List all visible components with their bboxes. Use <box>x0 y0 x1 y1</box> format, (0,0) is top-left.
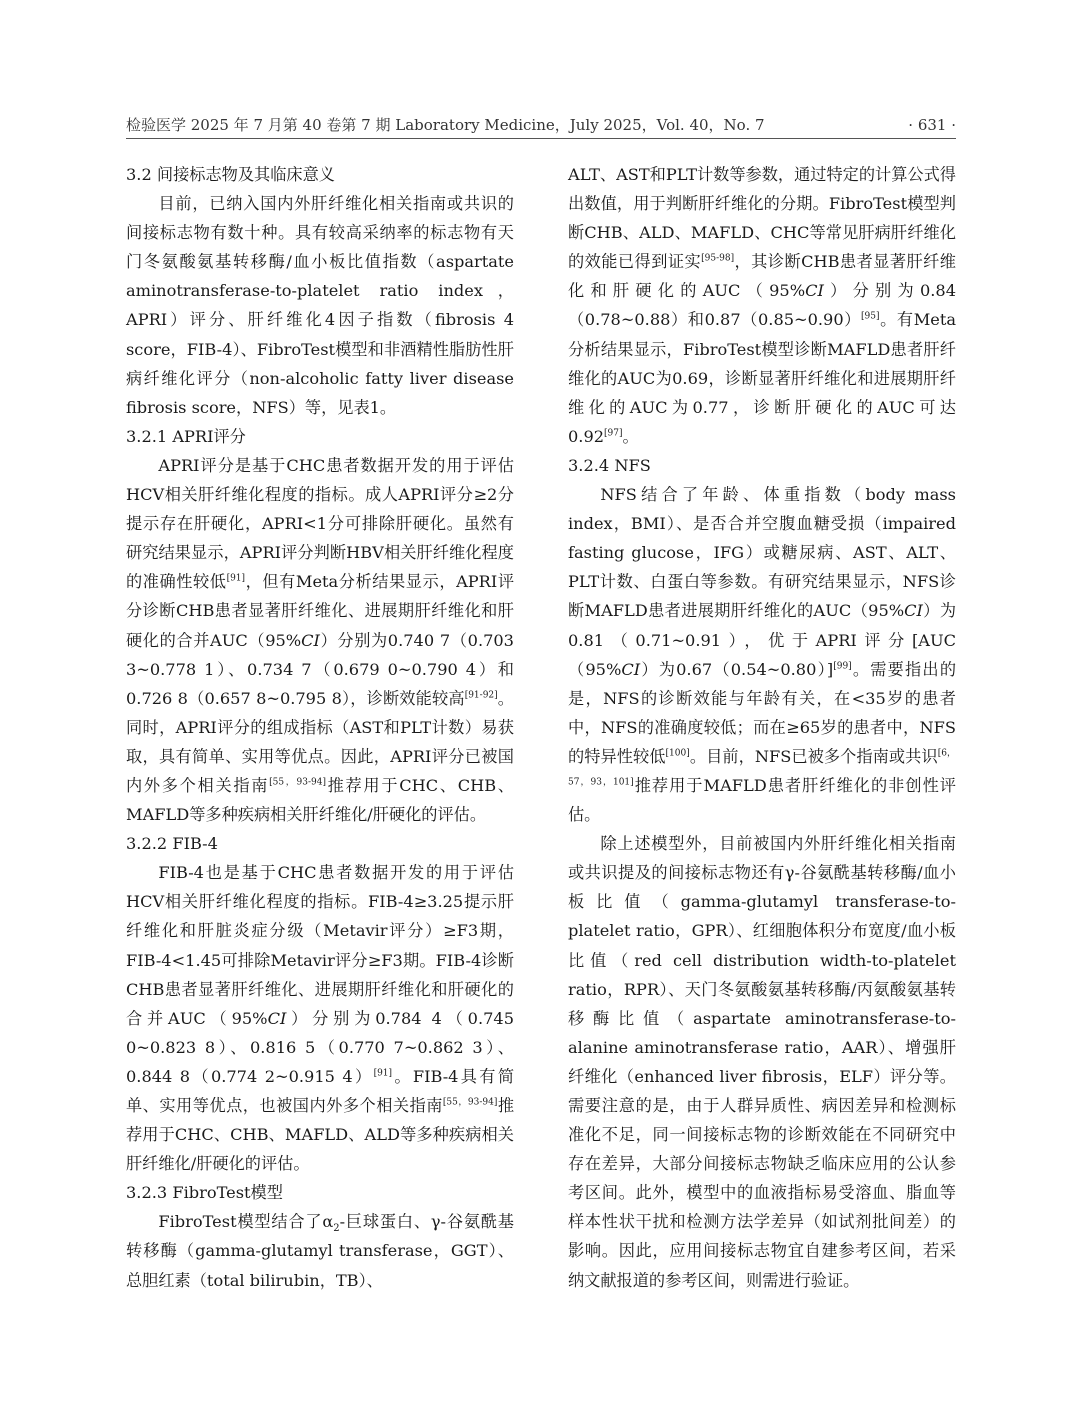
citation: [91] <box>226 573 246 584</box>
paragraph-fibrotest-cont: ALT、AST和PLT计数等参数，通过特定的计算公式得出数值，用于判断肝纤维化的分期。FibroTest模型判断CHB、ALD、MAFLD、CHC等常见肝病肝纤维化的效能已得到证实[95-98]，其诊断CHB患者显著肝纤维化和肝硬化的AUC（95%CI）分别为0.84（0.78~0.88）和0.87（0.85~0.90）[95]。有Meta分析结果显示，FibroTest模型诊断MAFLD患者肝纤维化的AUC为0.69，诊断显著肝纤维化和进展期肝纤维化的AUC为0.77，诊断肝硬化的AUC可达0.92[97]。 <box>568 165 957 446</box>
citation: [95-98] <box>701 253 735 264</box>
section-heading-3-2: 3.2 间接标志物及其临床意义 <box>126 165 335 184</box>
citation: [99] <box>833 661 852 672</box>
citation: [97] <box>604 428 623 439</box>
section-heading-3-2-1: 3.2.1 APRI评分 <box>126 426 246 446</box>
citation: [91-92] <box>464 690 498 701</box>
citation: [55，93-94] <box>269 777 326 788</box>
citation: [55，93-94] <box>442 1097 498 1108</box>
paragraph-apri: APRI评分是基于CHC患者数据开发的用于评估HCV相关肝纤维化程度的指标。成人APRI评分≥2分提示存在肝硬化，APRI<1分可排除肝硬化。虽然有研究结果显示，APRI评分判断HBV相关肝纤维化程度的准确性较低[91]，但有Meta分析结果显示，APRI评分诊断CHB患者显著肝纤维化、进展期肝纤维化和肝硬化的合并AUC（95%CI）分别为0.740 7（0.703 3~0.778 1）、0.734 7（0.679 0~0.790 4）和0.726 8（0.657 8~0.795 8），诊断效能较高[91-92]。同时，APRI评分的组成指标（AST和PLT计数）易获取，具有简单、实用等优点。因此，APRI评分已被国内外多个相关指南[55，93-94]推荐用于CHC、CHB、MAFLD等多种疾病相关肝纤维化/肝硬化的评估。 <box>126 455 515 825</box>
running-header <box>126 112 956 136</box>
section-heading-3-2-4: 3.2.4 NFS <box>568 455 651 475</box>
paragraph-intro: 目前，已纳入国内外肝纤维化相关指南或共识的间接标志物有数十种。具有较高采纳率的标志物有天门冬氨酸氨基转移酶/血小板比值指数（aspartate aminotransferase-to-platelet ratio index，APRI）评分、肝纤维化4因子指数（fibrosis 4 score，FIB-4）、FibroTest模型和非酒精性脂肪性肝病纤维化评分（non-alcoholic fatty liver disease fibrosis score，NFS）等，见表1。 <box>126 194 514 417</box>
citation: [6，57，93，101] <box>568 748 957 788</box>
paragraph-nfs: NFS结合了年龄、体重指数（body mass index，BMI）、是否合并空腹血糖受损（impaired fasting glucose，IFG）或糖尿病、AST、ALT、PLT计数、白蛋白等参数。有研究结果显示，NFS诊断MAFLD患者进展期肝纤维化的AUC（95%CI）为0.81（0.71~0.91），优于APRI评分[AUC（95%CI）为0.67（0.54~0.80）][99]。需要指出的是，NFS的诊断效能与年龄有关，在<35岁的患者中，NFS的准确度较低；而在≥65岁的患者中，NFS的特异性较低[100]。目前，NFS已被多个指南或共识[6，57，93，101]推荐用于MAFLD患者肝纤维化的非创性评估。 <box>568 485 957 825</box>
citation: [100] <box>665 748 690 759</box>
section-heading-3-2-2: 3.2.2 FIB-4 <box>126 834 218 854</box>
citation: [95] <box>861 312 880 323</box>
paragraph-fib4: FIB-4也是基于CHC患者数据开发的用于评估HCV相关肝纤维化程度的指标。FIB-4≥3.25提示肝纤维化和肝脏炎症分级（Metavir评分）≥F3期，FIB-4<1.45可排除Metavir评分≥F3期。FIB-4诊断CHB患者显著肝纤维化、进展期肝纤维化和肝硬化的合并AUC（95%CI）分别为0.784 4（0.745 0~0.823 8）、0.816 5（0.770 7~0.862 3）、0.844 8（0.774 2~0.915 4）[91]。FIB-4具有简单、实用等优点，也被国内外多个相关指南[55，93-94]推荐用于CHC、CHB、MAFLD、ALD等多种疾病相关肝纤维化/肝硬化的评估。 <box>126 863 515 1174</box>
paragraph-other-markers: 除上述模型外，目前被国内外肝纤维化相关指南或共识提及的间接标志物还有γ-谷氨酰基转移酶/血小板比值（gamma-glutamyl transferase-to-platelet ratio，GPR）、红细胞体积分布宽度/血小板比值（red cell distribution width-to-platelet ratio，RPR）、天门冬氨酸氨基转移酶/丙氨酸氨基转移酶比值（aspartate aminotransferase-to-alanine aminotransferase ratio，AAR）、增强肝纤维化（enhanced liver fibrosis，ELF）评分等。需要注意的是，由于人群异质性、病因差异和检测标准化不足，同一间接标志物的诊断效能在不同研究中存在差异，大部分间接标志物缺乏临床应用的公认参考区间。此外，模型中的血液指标易受溶血、脂血等样本性状干扰和检测方法学差异（如试剂批间差）的影响。因此，应用间接标志物宜自建参考区间，若采纳文献报道的参考区间，则需进行验证。 <box>568 834 956 1290</box>
journal-citation: 检验医学 2025 年 7 月第 40 卷第 7 期 Laboratory Medicine，July 2025，Vol. 40，No. 7 <box>126 116 765 134</box>
citation: [91] <box>373 1068 393 1079</box>
section-heading-3-2-3: 3.2.3 FibroTest模型 <box>126 1183 283 1203</box>
page-number: · 631 · <box>908 116 956 134</box>
left-column <box>126 160 514 1295</box>
paragraph-fibrotest-start: FibroTest模型结合了$\alpha_2-$巨球蛋白、γ-谷氨酰基转移酶（gamma-glutamyl transferase，GGT）、总胆红素（total bilirubin，TB）、 <box>126 1212 514 1290</box>
header-rule <box>126 138 956 139</box>
right-column <box>568 160 956 1295</box>
